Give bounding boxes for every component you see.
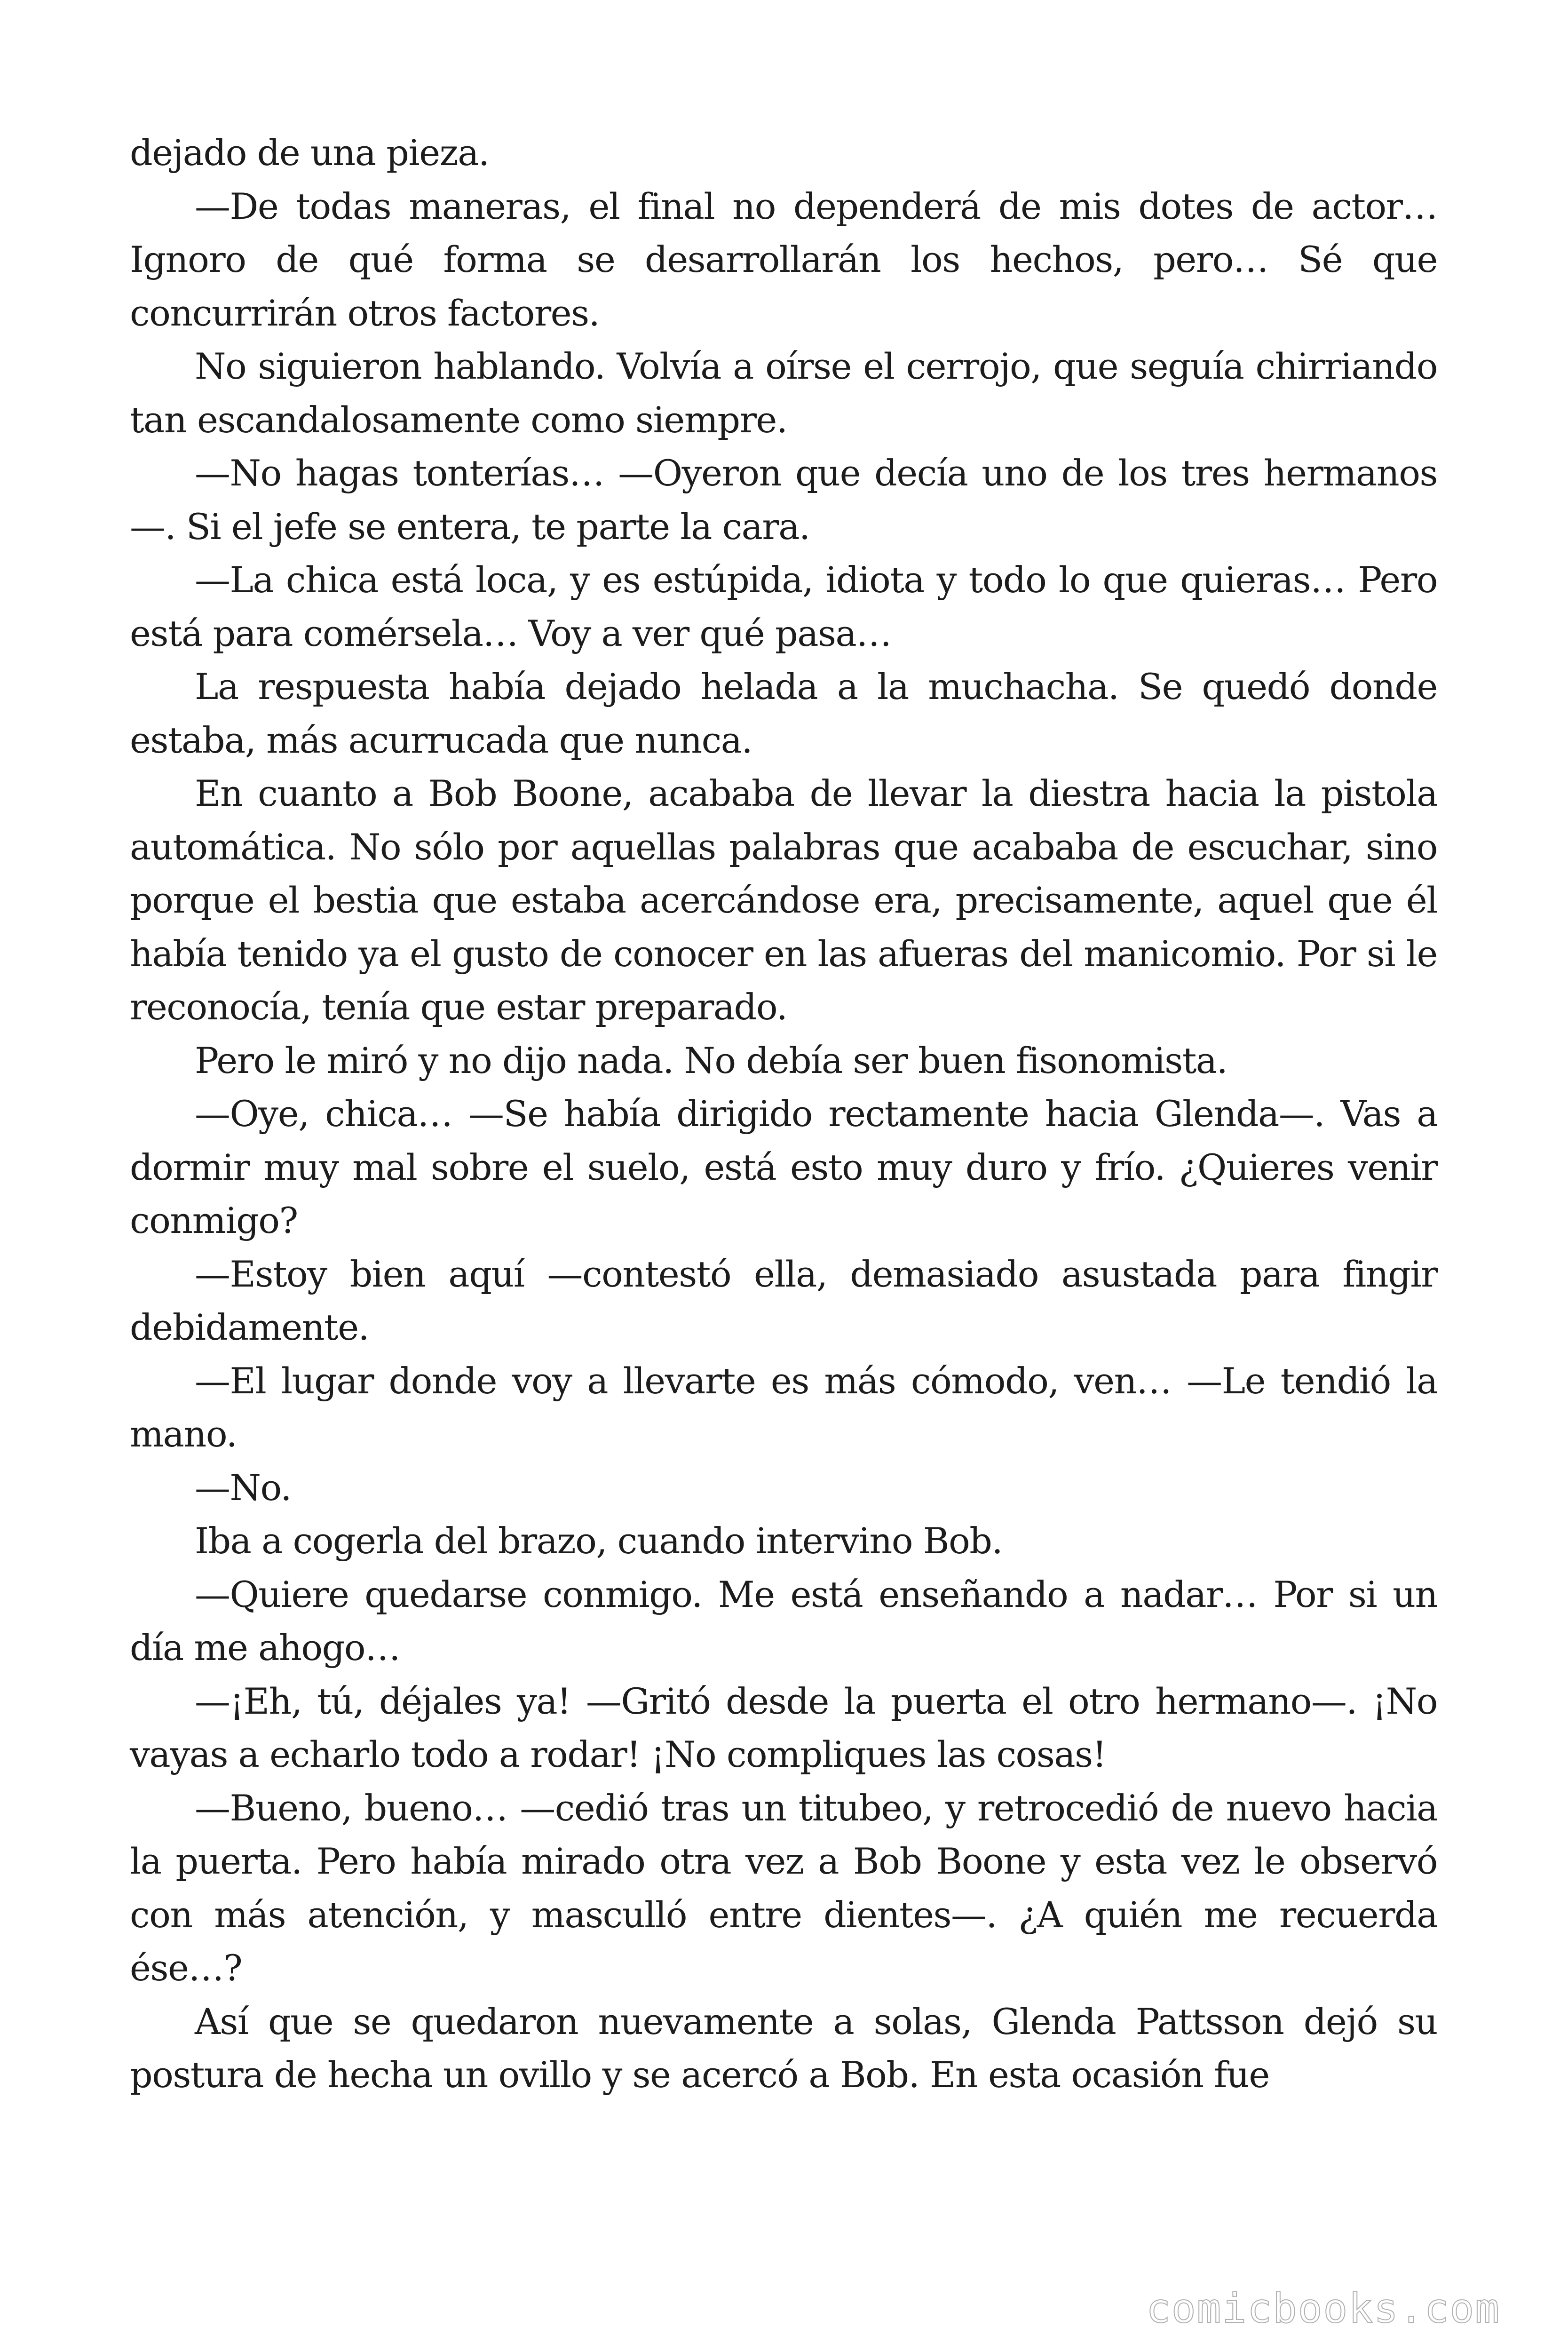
paragraph: —Oye, chica… —Se había dirigido rectamente hacia Glenda—. Vas a dormir muy mal sobre el suelo, está esto muy duro y frío. ¿Quieres venir conmigo?	[130, 1093, 1437, 1241]
paragraph: —Estoy bien aquí —contestó ella, demasiado asustada para fingir debidamente.	[130, 1253, 1437, 1348]
watermark: comicbooks.com	[1146, 2285, 1500, 2332]
paragraph: La respuesta había dejado helada a la muchacha. Se quedó donde estaba, más acurrucada que nunca.	[130, 666, 1437, 761]
page-text	[130, 126, 1437, 2102]
paragraph: —El lugar donde voy a llevarte es más cómodo, ven… —Le tendió la mano.	[130, 1359, 1437, 1455]
paragraph: —Bueno, bueno… —cedió tras un titubeo, y retrocedió de nuevo hacia la puerta. Pero había mirado otra vez a Bob Boone y esta vez le observó con más atención, y masculló entre dientes—. ¿A quién me recuerda ése…?	[130, 1787, 1437, 1989]
paragraph: —De todas maneras, el final no dependerá de mis dotes de actor… Ignoro de qué forma se desarrollarán los hechos, pero… Sé que concurrirán otros factores.	[130, 185, 1437, 334]
paragraph: —La chica está loca, y es estúpida, idiota y todo lo que quieras… Pero está para comérsela… Voy a ver qué pasa…	[130, 559, 1437, 654]
paragraph: En cuanto a Bob Boone, acababa de llevar la diestra hacia la pistola automática. No sólo por aquellas palabras que acababa de escuchar, sino porque el bestia que estaba acercándose era, precisamente, aquel que él había tenido ya el gusto de conocer en las afueras del manicomio. Por si le reconocía, tenía que estar preparado.	[130, 772, 1437, 1028]
paragraph: —Quiere quedarse conmigo. Me está enseñando a nadar… Por si un día me ahogo…	[130, 1573, 1437, 1669]
paragraph: —¡Eh, tú, déjales ya! —Gritó desde la puerta el otro hermano—. ¡No vayas a echarlo todo a rodar! ¡No compliques las cosas!	[130, 1680, 1437, 1775]
paragraph: Así que se quedaron nuevamente a solas, Glenda Pattsson dejó su postura de hecha un ovillo y se acercó a Bob. En esta ocasión fue	[130, 2000, 1437, 2096]
paragraph: Pero le miró y no dijo nada. No debía ser buen fisonomista.	[195, 1039, 1227, 1081]
paragraph: No siguieron hablando. Volvía a oírse el cerrojo, que seguía chirriando tan escandalosamente como siempre.	[130, 345, 1437, 441]
paragraph: —No hagas tonterías… —Oyeron que decía uno de los tres hermanos—. Si el jefe se entera, te parte la cara.	[130, 452, 1437, 548]
paragraph-continuation: dejado de una pieza.	[130, 132, 489, 174]
paragraph: Iba a cogerla del brazo, cuando intervino Bob.	[195, 1520, 1003, 1562]
paragraph: —No.	[195, 1466, 292, 1509]
